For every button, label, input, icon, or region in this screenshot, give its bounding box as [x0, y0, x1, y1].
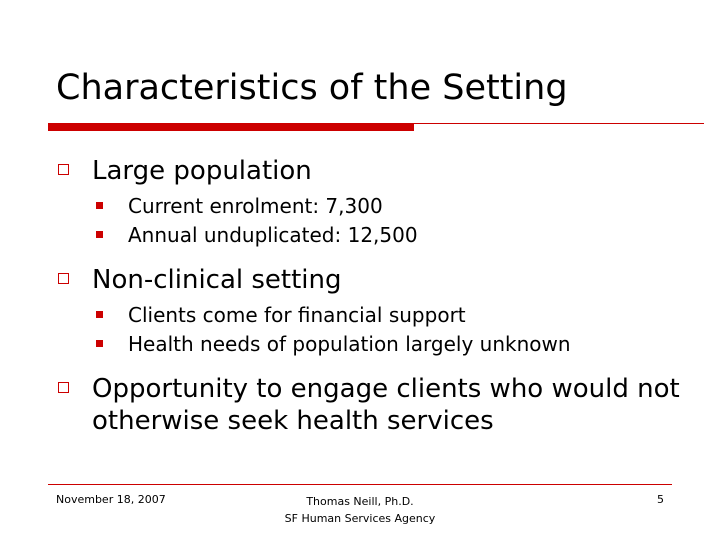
footer-divider [48, 484, 672, 485]
sub-bullet-text: Annual unduplicated: 12,500 [128, 223, 418, 247]
bullet-text: Large population [92, 156, 312, 186]
filled-square-bullet-icon [96, 202, 103, 209]
page-number: 5 [657, 493, 664, 506]
hollow-square-bullet-icon [58, 382, 69, 393]
footer-date: November 18, 2007 [56, 493, 166, 506]
filled-square-bullet-icon [96, 311, 103, 318]
bullet-text: Opportunity to engage clients who would not otherwise seek health services [92, 374, 680, 436]
filled-square-bullet-icon [96, 231, 103, 238]
footer-author: Thomas Neill, Ph.D. [306, 495, 414, 508]
hollow-square-bullet-icon [58, 273, 69, 284]
slide-title: Characteristics of the Setting [56, 68, 568, 108]
footer-agency: SF Human Services Agency [284, 512, 436, 525]
sub-bullet-text: Health needs of population largely unknown [128, 332, 571, 356]
sub-bullet-text: Current enrolment: 7,300 [128, 194, 383, 218]
bullet-text: Non-clinical setting [92, 265, 342, 295]
sub-bullet-text: Clients come for financial support [128, 303, 466, 327]
filled-square-bullet-icon [96, 340, 103, 347]
hollow-square-bullet-icon [58, 164, 69, 175]
footer-credit [240, 493, 480, 527]
